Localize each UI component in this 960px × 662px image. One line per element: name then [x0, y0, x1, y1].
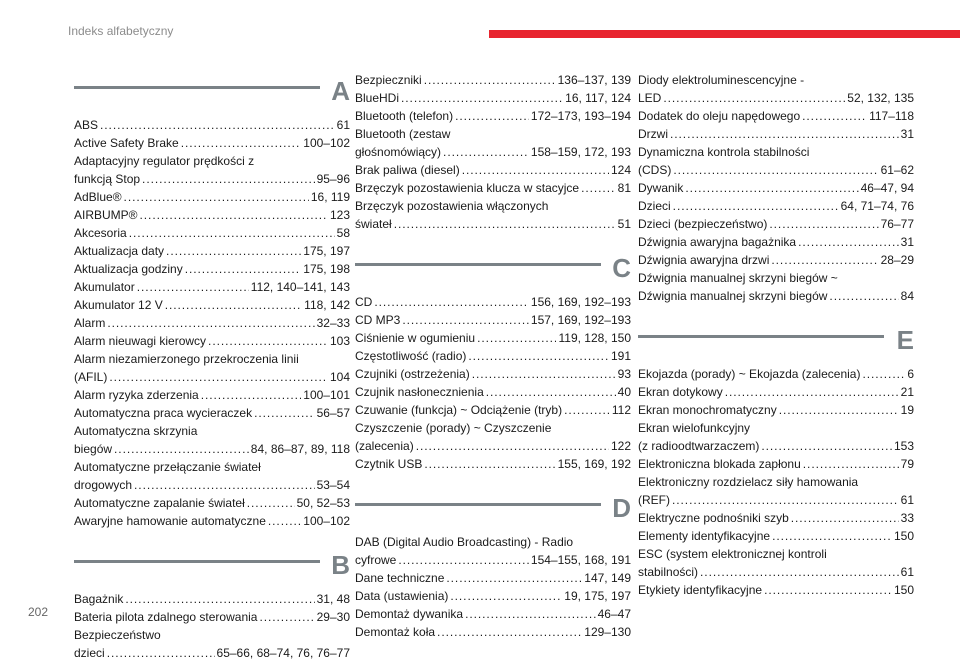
- index-entry: [355, 71, 631, 89]
- index-entry: [74, 332, 350, 350]
- index-entry: [355, 623, 631, 641]
- index-entry-term: dzieci: [74, 646, 105, 660]
- index-entry-text: Adaptacyjny regulator prędkości z: [74, 154, 255, 168]
- index-entry: [638, 143, 914, 179]
- index-entry-pages: 191: [610, 349, 631, 363]
- index-entry-term: Active Safety Brake: [74, 136, 179, 150]
- index-entry-term: Aktualizacja godziny: [74, 262, 183, 276]
- index-entry-pages: 32–33: [316, 316, 350, 330]
- dot-leader: [725, 383, 899, 401]
- index-entry-pages: 112: [611, 403, 631, 417]
- index-entry-term: głośnomówiący): [355, 145, 442, 159]
- index-entry-term: Częstotliwość (radio): [355, 349, 467, 363]
- index-entry-pages: 51: [617, 217, 631, 231]
- index-entry-term: Dźwignia awaryjna drzwi: [638, 253, 770, 267]
- index-entry-text: Diody elektroluminescencyjne -: [638, 73, 805, 87]
- index-entry-pages: 155, 169, 192: [557, 457, 631, 471]
- index-entry-pages: 153: [893, 439, 914, 453]
- index-entry: [638, 233, 914, 251]
- index-entry-term: Akcesoria: [74, 226, 127, 240]
- index-entry-pages: 172–173, 193–194: [530, 109, 631, 123]
- index-entry-pages: 28–29: [880, 253, 914, 267]
- dot-leader: [803, 455, 899, 473]
- index-entry: [638, 527, 914, 545]
- index-entry-term: Elementy identyfikacyjne: [638, 529, 771, 543]
- index-entry-pages: 19: [900, 403, 914, 417]
- dot-leader: [185, 260, 302, 278]
- dot-leader: [673, 161, 878, 179]
- index-entry: [355, 587, 631, 605]
- dot-leader: [100, 116, 335, 134]
- index-entry-text: Bluetooth (zestaw: [355, 127, 451, 141]
- index-entry-pages: 154–155, 168, 191: [530, 553, 631, 567]
- index-entry-pages: 157, 169, 192–193: [530, 313, 631, 327]
- index-entry-term: Brak paliwa (diesel): [355, 163, 460, 177]
- index-entry-pages: 79: [900, 457, 914, 471]
- dot-leader: [564, 401, 610, 419]
- dot-leader: [107, 314, 314, 332]
- index-entry-term: AdBlue®: [74, 190, 122, 204]
- index-entry: [74, 386, 350, 404]
- index-entry-pages: 52, 132, 135: [847, 91, 914, 105]
- index-entry: [638, 71, 914, 107]
- index-entry: [638, 215, 914, 233]
- index-entry: [74, 206, 350, 224]
- index-entry-pages: 100–102: [303, 514, 350, 528]
- dot-leader: [446, 569, 582, 587]
- index-entry: [74, 314, 350, 332]
- index-entry-term: (zalecenia): [355, 439, 414, 453]
- index-entry: [355, 179, 631, 197]
- index-entry-pages: 150: [893, 529, 914, 543]
- index-entry-term: (AFIL): [74, 370, 108, 384]
- index-entry-term: Alarm nieuwagi kierowcy: [74, 334, 207, 348]
- dot-leader: [259, 608, 314, 626]
- section-divider: [355, 503, 601, 506]
- dot-leader: [201, 386, 302, 404]
- index-entry: [638, 581, 914, 599]
- index-entry-text: Automatyczna skrzynia: [74, 424, 198, 438]
- index-entry-text: ESC (system elektronicznej kontroli: [638, 547, 827, 561]
- index-entry-pages: 19, 175, 197: [564, 589, 631, 603]
- index-column-3: [638, 71, 914, 599]
- dot-leader: [402, 311, 529, 329]
- index-entry: [355, 347, 631, 365]
- index-entry: [638, 419, 914, 455]
- index-entry-pages: 33: [900, 511, 914, 525]
- dot-leader: [374, 293, 529, 311]
- dot-leader: [772, 527, 892, 545]
- index-entry-term: stabilności): [638, 565, 699, 579]
- index-entry-term: Czuwanie (funkcja) ~ Odciążenie (tryb): [355, 403, 563, 417]
- index-entry-term: biegów: [74, 442, 113, 456]
- index-entry-text: Dynamiczna kontrola stabilności: [638, 145, 810, 159]
- index-entry-text: Automatyczne przełączanie świateł: [74, 460, 261, 474]
- index-entry-pages: 103: [329, 334, 350, 348]
- dot-leader: [424, 71, 556, 89]
- index-entry: [355, 605, 631, 623]
- dot-leader: [140, 206, 328, 224]
- index-entry-term: Automatyczna praca wycieraczek: [74, 406, 253, 420]
- index-entry-term: Awaryjne hamowanie automatyczne: [74, 514, 266, 528]
- index-entry-pages: 16, 117, 124: [565, 91, 631, 105]
- index-entry: [638, 251, 914, 269]
- section-divider: [74, 86, 320, 89]
- index-entry-term: ABS: [74, 118, 99, 132]
- dot-leader: [166, 242, 301, 260]
- index-entry-term: Aktualizacja daty: [74, 244, 165, 258]
- index-entry-term: Demontaż dywanika: [355, 607, 464, 621]
- section-divider: [355, 263, 601, 266]
- index-entry: [74, 134, 350, 152]
- page-number: 202: [28, 605, 49, 619]
- dot-leader: [107, 644, 215, 662]
- index-column-1: [74, 78, 350, 662]
- index-entry-pages: 156, 169, 192–193: [530, 295, 631, 309]
- index-entry-pages: 93: [617, 367, 631, 381]
- dot-leader: [114, 440, 249, 458]
- index-entry: [74, 260, 350, 278]
- section-letter: D: [612, 493, 631, 523]
- index-entry: [355, 401, 631, 419]
- index-entry: [74, 590, 350, 608]
- dot-leader: [394, 215, 616, 233]
- index-entry: [355, 293, 631, 311]
- index-entry-pages: 6: [907, 367, 914, 381]
- index-entry-term: AIRBUMP®: [74, 208, 138, 222]
- dot-leader: [437, 623, 582, 641]
- index-entry-term: Alarm ryzyka zderzenia: [74, 388, 199, 402]
- section-header: [355, 255, 631, 293]
- index-entry-term: Dźwignia manualnej skrzyni biegów: [638, 289, 828, 303]
- index-entry: [355, 89, 631, 107]
- section-letter: C: [612, 253, 631, 283]
- index-entry: [355, 107, 631, 125]
- index-entry-term: CD: [355, 295, 373, 309]
- dot-leader: [862, 365, 905, 383]
- index-entry: [355, 569, 631, 587]
- index-entry-term: BlueHDi: [355, 91, 400, 105]
- dot-leader: [761, 437, 892, 455]
- index-entry-term: Bateria pilota zdalnego sterowania: [74, 610, 258, 624]
- index-entry: [74, 350, 350, 386]
- dot-leader: [829, 287, 898, 305]
- dot-leader: [673, 197, 839, 215]
- index-entry-pages: 29–30: [316, 610, 350, 624]
- index-entry: [638, 197, 914, 215]
- index-entry: [355, 455, 631, 473]
- index-entry-pages: 50, 52–53: [296, 496, 350, 510]
- index-entry-pages: 56–57: [316, 406, 350, 420]
- dot-leader: [486, 383, 616, 401]
- dot-leader: [769, 215, 878, 233]
- index-entry-pages: 119, 128, 150: [558, 331, 631, 345]
- index-entry-text: Dźwignia manualnej skrzyni biegów ~: [638, 271, 838, 285]
- index-entry-pages: 100–102: [303, 136, 350, 150]
- index-entry-pages: 61: [336, 118, 350, 132]
- index-entry-term: Ciśnienie w ogumieniu: [355, 331, 476, 345]
- index-entry-text: Czyszczenie (porady) ~ Czyszczenie: [355, 421, 552, 435]
- index-entry: [355, 125, 631, 161]
- dot-leader: [764, 581, 892, 599]
- header-accent-bar: [489, 30, 960, 38]
- index-entry-term: Drzwi: [638, 127, 668, 141]
- index-entry: [74, 422, 350, 458]
- index-entry: [638, 125, 914, 143]
- index-entry-term: (REF): [638, 493, 670, 507]
- index-entry-term: świateł: [355, 217, 392, 231]
- dot-leader: [672, 491, 899, 509]
- index-entry-pages: 76–77: [880, 217, 914, 231]
- index-entry-pages: 147, 149: [584, 571, 631, 585]
- index-entry-text: Bezpieczeństwo: [74, 628, 161, 642]
- index-entry: [355, 197, 631, 233]
- section-letter: E: [896, 325, 914, 355]
- index-entry-term: CD MP3: [355, 313, 401, 327]
- dot-leader: [472, 365, 616, 383]
- index-entry: [74, 494, 350, 512]
- index-entry-pages: 40: [617, 385, 631, 399]
- dot-leader: [443, 143, 529, 161]
- index-entry: [355, 533, 631, 569]
- index-entry: [638, 473, 914, 509]
- index-entry-term: Akumulator: [74, 280, 135, 294]
- index-column-2: [355, 71, 631, 641]
- dot-leader: [134, 476, 315, 494]
- dot-leader: [450, 587, 562, 605]
- index-entry-term: Dodatek do oleju napędowego: [638, 109, 801, 123]
- index-entry-pages: 175, 197: [303, 244, 350, 258]
- dot-leader: [401, 89, 563, 107]
- index-entry-pages: 53–54: [316, 478, 350, 492]
- index-entry-term: funkcją Stop: [74, 172, 141, 186]
- index-entry-term: Demontaż koła: [355, 625, 436, 639]
- dot-leader: [791, 509, 899, 527]
- index-entry-pages: 46–47, 94: [860, 181, 914, 195]
- index-entry-pages: 117–118: [869, 109, 914, 123]
- index-entry: [355, 311, 631, 329]
- index-entry-term: Czujniki (ostrzeżenia): [355, 367, 470, 381]
- index-entry-term: Dźwignia awaryjna bagażnika: [638, 235, 797, 249]
- index-entry-term: Dane techniczne: [355, 571, 445, 585]
- index-entry: [355, 383, 631, 401]
- index-entry-term: Elektryczne podnośniki szyb: [638, 511, 789, 525]
- index-entry-term: Czytnik USB: [355, 457, 423, 471]
- index-entry-text: Ekran wielofunkcyjny: [638, 421, 751, 435]
- index-entry-pages: 61–62: [880, 163, 914, 177]
- index-entry-pages: 124: [610, 163, 631, 177]
- index-entry: [74, 152, 350, 188]
- index-entry: [74, 242, 350, 260]
- index-entry: [638, 365, 914, 383]
- index-entry-term: Dywanik: [638, 181, 684, 195]
- index-entry-term: Data (ustawienia): [355, 589, 449, 603]
- index-entry-term: Ekran monochromatyczny: [638, 403, 777, 417]
- index-entry-term: LED: [638, 91, 662, 105]
- index-entry-pages: 84: [900, 289, 914, 303]
- index-entry: [74, 626, 350, 662]
- dot-leader: [129, 224, 335, 242]
- index-entry-pages: 158–159, 172, 193: [530, 145, 631, 159]
- index-entry-text: Alarm niezamierzonego przekroczenia linii: [74, 352, 299, 366]
- dot-leader: [416, 437, 609, 455]
- index-entry-pages: 61: [900, 493, 914, 507]
- dot-leader: [468, 347, 609, 365]
- index-entry: [638, 545, 914, 581]
- dot-leader: [208, 332, 328, 350]
- index-entry-term: Brzęczyk pozostawienia klucza w stacyjce: [355, 181, 580, 195]
- index-entry-pages: 100–101: [303, 388, 350, 402]
- index-entry-term: Dzieci (bezpieczeństwo): [638, 217, 768, 231]
- index-entry: [638, 179, 914, 197]
- index-entry: [638, 455, 914, 473]
- index-entry-pages: 112, 140–141, 143: [250, 280, 350, 294]
- index-entry-pages: 16, 119: [310, 190, 350, 204]
- dot-leader: [802, 107, 867, 125]
- index-entry-term: Automatyczne zapalanie świateł: [74, 496, 245, 510]
- index-entry-text: Brzęczyk pozostawienia włączonych: [355, 199, 549, 213]
- index-entry-pages: 175, 198: [303, 262, 350, 276]
- dot-leader: [268, 512, 301, 530]
- index-entry: [638, 107, 914, 125]
- dot-leader: [798, 233, 899, 251]
- index-entry-pages: 118, 142: [304, 298, 350, 312]
- index-entry: [74, 296, 350, 314]
- index-entry-term: Bluetooth (telefon): [355, 109, 454, 123]
- index-entry-term: Czujnik nasłonecznienia: [355, 385, 484, 399]
- dot-leader: [254, 404, 315, 422]
- dot-leader: [462, 161, 609, 179]
- index-entry-pages: 65–66, 68–74, 76, 76–77: [216, 646, 350, 660]
- dot-leader: [663, 89, 845, 107]
- dot-leader: [581, 179, 616, 197]
- index-entry-text: Elektroniczny rozdzielacz siły hamowania: [638, 475, 859, 489]
- index-entry: [638, 383, 914, 401]
- section-header: [74, 552, 350, 590]
- index-entry-pages: 122: [610, 439, 631, 453]
- index-entry-pages: 61: [900, 565, 914, 579]
- index-entry-term: Akumulator 12 V: [74, 298, 163, 312]
- dot-leader: [477, 329, 556, 347]
- index-entry-pages: 123: [329, 208, 350, 222]
- index-entry-text: DAB (Digital Audio Broadcasting) - Radio: [355, 535, 574, 549]
- index-entry-pages: 81: [617, 181, 631, 195]
- index-entry-pages: 150: [893, 583, 914, 597]
- section-letter: A: [331, 76, 350, 106]
- section-letter: B: [331, 550, 350, 580]
- header-title: Indeks alfabetyczny: [68, 24, 174, 38]
- section-header: [74, 78, 350, 116]
- index-entry: [355, 365, 631, 383]
- index-entry-pages: 31: [900, 235, 914, 249]
- dot-leader: [670, 125, 899, 143]
- dot-leader: [125, 590, 314, 608]
- index-entry-term: Ekran dotykowy: [638, 385, 723, 399]
- index-entry-term: (CDS): [638, 163, 672, 177]
- dot-leader: [165, 296, 302, 314]
- section-header: [638, 327, 914, 365]
- index-entry-term: Bezpieczniki: [355, 73, 422, 87]
- index-entry-pages: 136–137, 139: [557, 73, 631, 87]
- index-entry-pages: 31: [900, 127, 914, 141]
- index-entry: [355, 419, 631, 455]
- index-entry-term: cyfrowe: [355, 553, 397, 567]
- dot-leader: [124, 188, 309, 206]
- index-entry-pages: 31, 48: [316, 592, 350, 606]
- index-entry-term: Etykiety identyfikacyjne: [638, 583, 763, 597]
- index-entry: [355, 161, 631, 179]
- section-divider: [638, 335, 884, 338]
- index-entry: [74, 116, 350, 134]
- index-entry-pages: 95–96: [316, 172, 350, 186]
- dot-leader: [247, 494, 295, 512]
- dot-leader: [424, 455, 555, 473]
- index-entry: [74, 278, 350, 296]
- dot-leader: [109, 368, 328, 386]
- section-divider: [74, 560, 320, 563]
- index-entry-pages: 64, 71–74, 76: [840, 199, 914, 213]
- index-entry: [355, 329, 631, 347]
- index-entry-pages: 21: [900, 385, 914, 399]
- dot-leader: [181, 134, 302, 152]
- index-entry: [638, 509, 914, 527]
- dot-leader: [465, 605, 596, 623]
- dot-leader: [137, 278, 249, 296]
- index-entry-term: Dzieci: [638, 199, 671, 213]
- index-entry: [74, 608, 350, 626]
- dot-leader: [779, 401, 899, 419]
- index-entry: [74, 458, 350, 494]
- dot-leader: [685, 179, 858, 197]
- index-entry-term: drogowych: [74, 478, 133, 492]
- dot-leader: [771, 251, 878, 269]
- index-entry-term: Elektroniczna blokada zapłonu: [638, 457, 801, 471]
- index-entry-pages: 84, 86–87, 89, 118: [250, 442, 350, 456]
- dot-leader: [142, 170, 315, 188]
- index-entry-pages: 129–130: [584, 625, 631, 639]
- index-entry-pages: 58: [336, 226, 350, 240]
- dot-leader: [455, 107, 529, 125]
- dot-leader: [398, 551, 529, 569]
- index-entry-term: (z radioodtwarzaczem): [638, 439, 760, 453]
- section-header: [355, 495, 631, 533]
- index-entry: [74, 512, 350, 530]
- index-entry: [638, 401, 914, 419]
- index-entry-term: Bagażnik: [74, 592, 124, 606]
- index-entry-pages: 46–47: [597, 607, 631, 621]
- dot-leader: [700, 563, 899, 581]
- index-entry-term: Ekojazda (porady) ~ Ekojazda (zalecenia): [638, 367, 861, 381]
- index-entry: [74, 224, 350, 242]
- index-entry: [74, 188, 350, 206]
- index-entry: [74, 404, 350, 422]
- index-entry: [638, 269, 914, 305]
- index-entry-pages: 104: [329, 370, 350, 384]
- index-entry-term: Alarm: [74, 316, 106, 330]
